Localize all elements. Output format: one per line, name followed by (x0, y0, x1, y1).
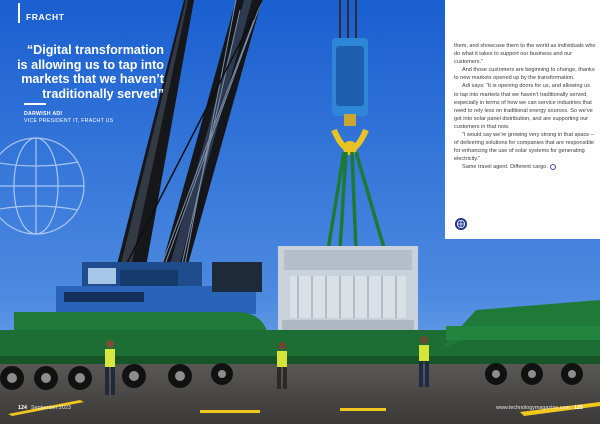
pull-quote-line: “Digital transformation (26, 43, 164, 57)
pull-quote-line: traditionally served” (42, 86, 164, 101)
page-number-left: 124 (18, 405, 27, 411)
article-body (454, 42, 596, 172)
attribution-name: DARWISH ADI (24, 111, 63, 117)
body-paragraph: them, and showcase them to the world as individuals who do what it takes to support our business and our customers.” (454, 43, 596, 66)
body-paragraph: “I would say we’re growing very strong in that space – of delivering solutions for companies that are responsible for enhancing the use of solar systems for generating electricity.” (454, 132, 594, 163)
closing-text: Same travel agent. Different cargo. (462, 164, 548, 171)
issue-date: September 2023 (31, 405, 71, 411)
section-label: FRACHT (26, 12, 65, 22)
section-marker (18, 3, 20, 23)
logo-icon (455, 218, 467, 230)
body-paragraph: Adi says: “It is opening doors for us, and allowing us to tap into markets that we haven’t traditionally served, especially in terms of how we can service industries that need to rely less on traditional energy sources. So we’ve got into solar panel distribution, and are supporting our customers in that now. (454, 83, 593, 130)
page-number-right: 125 (574, 405, 583, 411)
pull-quote-line: markets that we haven’t (21, 72, 164, 87)
article-text-panel (445, 0, 600, 239)
pull-quote-line: is allowing us to tap into (17, 57, 164, 72)
attribution-title: VICE PRESIDENT IT, FRACHT US (24, 118, 114, 124)
quote-divider (24, 103, 46, 105)
pull-quote (14, 43, 164, 101)
closing-paragraph (454, 163, 596, 171)
footer-left (18, 405, 71, 411)
website-url: www.technologymagazine.com (495, 405, 570, 411)
footer-right (496, 405, 583, 411)
end-mark-icon (550, 164, 556, 170)
body-paragraph: And those customers are beginning to change, thanks to new markets opened up by the transformation. (454, 67, 595, 82)
